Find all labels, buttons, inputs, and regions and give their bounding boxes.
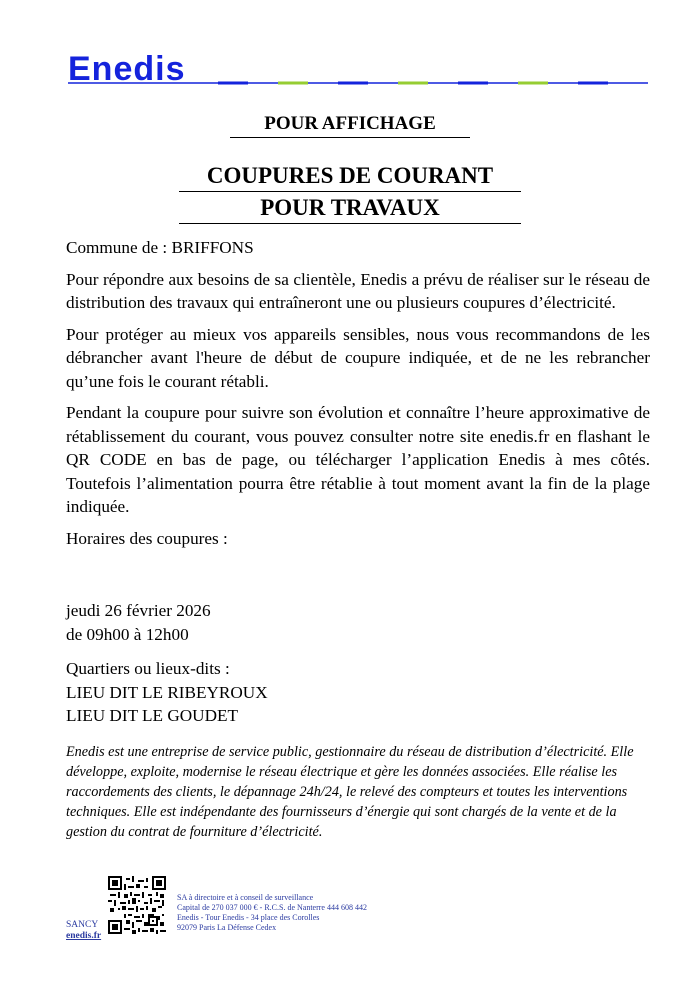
paragraph-tracking: Pendant la coupure pour suivre son évolution et connaître l’heure approximative de rétablissement du courant, vous pouvez consulter notre site enedis.fr en flashant le QR CODE en bas de page, ou télécharger l’application Enedis à mes côtés. Toutefois l’alimentation pourra être rétablie à tout moment avant la fin de la plage indiquée. [66,403,650,516]
area-item: LIEU DIT LE RIBEYROUX [66,682,268,702]
agency-name: SANCY [66,920,99,930]
legal-line: Enedis - Tour Enedis - 34 place des Corolles [177,913,320,922]
legal-line: 92079 Paris La Défense Cedex [177,923,277,932]
outage-date: jeudi 26 février 2026 [66,601,211,620]
areas-label: Quartiers ou lieux-dits : [66,659,230,678]
legal-line: Capital de 270 037 000 € - R.C.S. de Nanterre 444 608 442 [177,903,367,912]
agency-info [66,920,101,942]
schedule [66,599,650,646]
paragraph-works: Pour répondre aux besoins de sa clientèle, Enedis a prévu de réaliser sur le réseau de distribution des travaux qui entraîneront une ou plusieurs coupures d’électricité. [66,269,650,312]
outage-time: de 09h00 à 12h00 [66,624,189,644]
title-line-2: POUR TRAVAUX [179,192,521,224]
legal-info [177,893,367,933]
qr-code-icon[interactable] [108,876,166,934]
page-title [0,160,700,224]
area-item: LIEU DIT LE GOUDET [66,706,238,725]
notice-heading [0,113,700,138]
logo-text: Enedis [68,50,186,88]
areas [66,657,650,728]
enedis-logo-graphic [68,50,648,90]
notice-text: POUR AFFICHAGE [230,113,470,138]
title-line-1: COUPURES DE COURANT [179,160,521,192]
website-link[interactable]: enedis.fr [66,931,102,941]
commune: Commune de : BRIFFONS [66,238,254,257]
legal-line: SA à directoire et à conseil de surveillance [177,893,314,902]
enedis-logo [68,50,648,90]
schedule-label: Horaires des coupures : [66,528,228,548]
about-enedis: Enedis est une entreprise de service public, gestionnaire du réseau de distribution d’électricité. Elle développe, exploite, modernise le réseau électrique et gère les données associées. Elle réalise les raccordements des clients, le dépannage 24h/24, le relevé des compteurs et toutes les interventions techniques. Elle est indépendante des fournisseurs d’énergie qui sont chargés de la vente et de la gestion du contrat de fourniture d’électricité. [66,744,634,840]
notice-body [66,236,650,558]
paragraph-devices: Pour protéger au mieux vos appareils sensibles, nous vous recommandons de les débrancher avant l'heure de début de coupure indiquée, et de ne les rebrancher qu’une fois le courant rétabli. [66,324,650,391]
